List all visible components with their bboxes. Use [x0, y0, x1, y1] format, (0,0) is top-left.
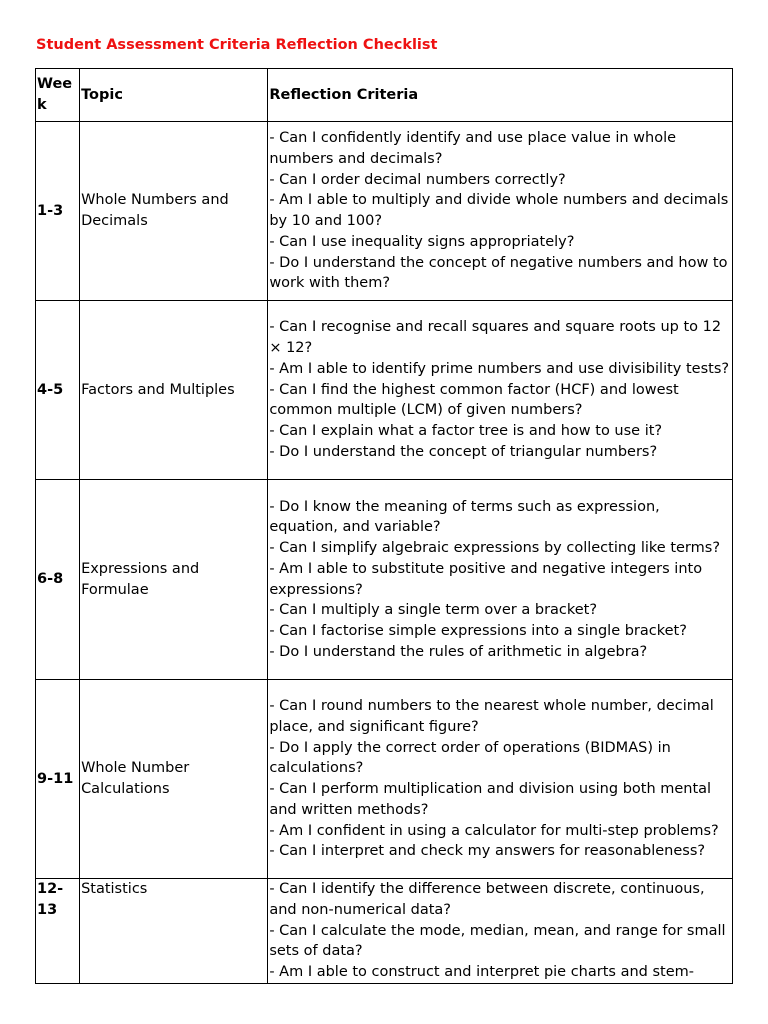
criteria-item: - Do I apply the correct order of operations (BIDMAS) in calculations? — [269, 739, 671, 777]
reflection-checklist-table — [35, 68, 733, 984]
week-cell: 1-3 — [36, 122, 80, 301]
criteria-item: - Am I able to identify prime numbers and use divisibility tests? — [269, 360, 730, 377]
criteria-item: - Can I find the highest common factor (HCF) and lowest common multiple (LCM) of given numbers? — [269, 381, 679, 419]
topic-cell: Statistics — [80, 879, 268, 984]
criteria-item: - Can I round numbers to the nearest whole number, decimal place, and significant figure? — [269, 698, 714, 735]
criteria-cell — [268, 680, 733, 879]
table-row — [36, 480, 733, 680]
week-cell: 9-11 — [36, 680, 80, 879]
criteria-column-header: Reflection Criteria — [268, 69, 733, 122]
week-cell: 4-5 — [36, 301, 80, 480]
table-row — [36, 680, 733, 879]
criteria-item: - Do I understand the rules of arithmetic in algebra? — [269, 643, 648, 660]
criteria-item: - Can I multiply a single term over a bracket? — [269, 602, 598, 619]
table-body — [36, 122, 733, 984]
page-title: Student Assessment Criteria Reflection Checklist — [36, 37, 438, 53]
criteria-item: - Can I calculate the mode, median, mean, and range for small sets of data? — [269, 922, 726, 960]
criteria-item: - Can I explain what a factor tree is and how to use it? — [269, 423, 663, 440]
table-row — [36, 122, 733, 301]
topic-cell: Factors and Multiples — [80, 301, 268, 480]
criteria-cell — [268, 879, 733, 984]
topic-cell: Whole Numbers and Decimals — [80, 122, 268, 301]
criteria-item: - Do I understand the concept of negative numbers and how to work with them? — [269, 254, 728, 292]
criteria-cell — [268, 480, 733, 680]
week-column-header: Week — [36, 69, 80, 122]
week-cell: 12-13 — [36, 879, 80, 984]
criteria-item: - Can I perform multiplication and division using both mental and written methods? — [269, 781, 712, 818]
criteria-item: - Can I simplify algebraic expressions by collecting like terms? — [269, 540, 721, 556]
week-cell: 6-8 — [36, 480, 80, 680]
criteria-item: - Can I use inequality signs appropriately? — [269, 233, 575, 250]
topic-cell: Whole Number Calculations — [80, 680, 268, 879]
criteria-item: - Can I identify the difference between discrete, continuous, and non-numerical data? — [269, 881, 705, 918]
header-row — [36, 69, 733, 122]
criteria-item: - Am I able to multiply and divide whole numbers and decimals by 10 and 100? — [269, 192, 729, 229]
criteria-item: - Can I recognise and recall squares and square roots up to 12 × 12? — [269, 319, 722, 357]
criteria-item: - Am I able to substitute positive and negative integers into expressions? — [269, 560, 703, 598]
table-header — [36, 69, 733, 122]
table-row — [36, 879, 733, 984]
topic-cell: Expressions and Formulae — [80, 480, 268, 680]
criteria-item: - Am I able to construct and interpret pie charts and stem- — [269, 964, 694, 980]
criteria-item: - Can I factorise simple expressions into a single bracket? — [269, 623, 687, 639]
criteria-item: - Can I confidently identify and use place value in whole numbers and decimals? — [269, 130, 677, 167]
criteria-item: - Do I understand the concept of triangular numbers? — [269, 443, 658, 460]
criteria-item: - Can I order decimal numbers correctly? — [269, 171, 566, 188]
criteria-item: - Can I interpret and check my answers for reasonableness? — [269, 843, 706, 860]
topic-column-header: Topic — [80, 69, 268, 122]
criteria-cell — [268, 122, 733, 301]
criteria-item: - Do I know the meaning of terms such as expression, equation, and variable? — [269, 498, 660, 536]
criteria-cell — [268, 301, 733, 480]
table-row — [36, 301, 733, 480]
criteria-item: - Am I confident in using a calculator for multi-step problems? — [269, 822, 719, 839]
